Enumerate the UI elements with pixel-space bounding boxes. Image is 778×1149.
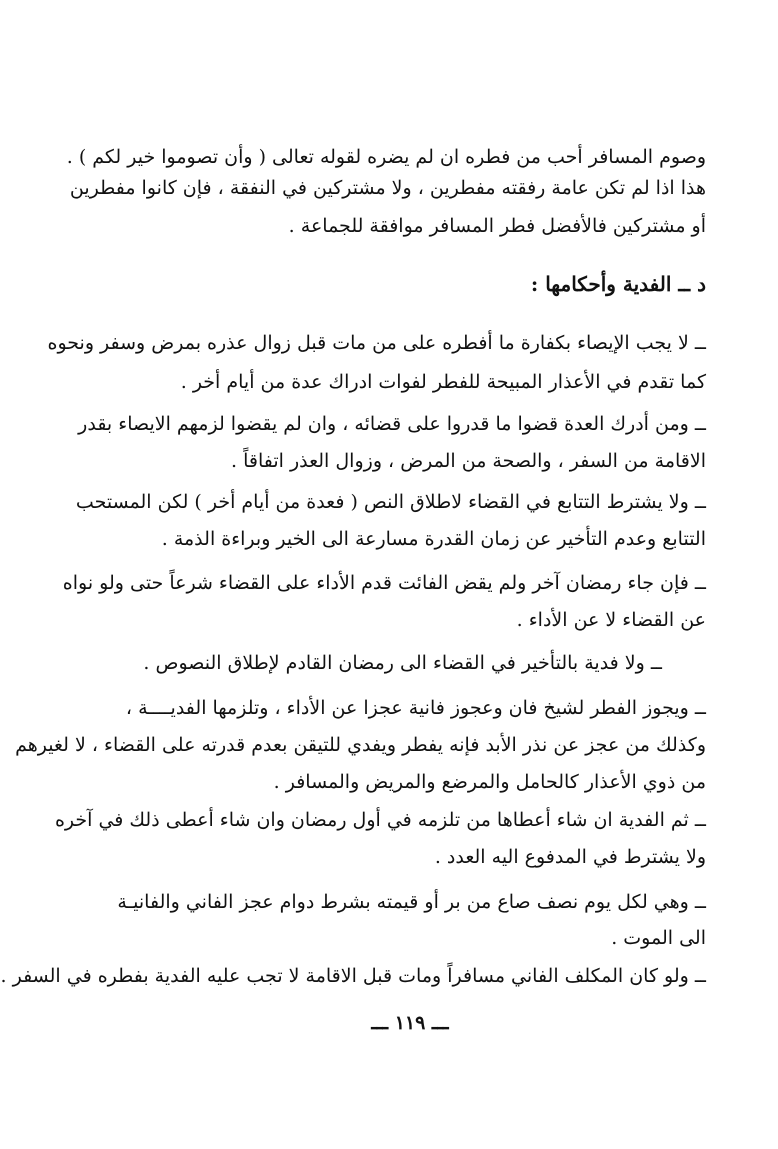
text-line-21: ــ ولو كان المكلف الفاني مسافراً ومات قبل الاقامة لا تجب عليه الفدية بفطره في السفر .	[0, 965, 706, 987]
text-line-3: أو مشتركين فالأفضل فطر المسافر موافقة للجماعة .	[288, 215, 706, 237]
text-line-17: ــ ثم الفدية ان شاء أعطاها من تلزمه في أول رمضان وان شاء أعطى ذلك في آخره	[54, 809, 706, 831]
text-line-18: ولا يشترط في المدفوع اليه العدد .	[434, 846, 706, 868]
text-line-20: الى الموت .	[611, 927, 706, 949]
text-line-19: ــ وهي لكل يوم نصف صاع من بر أو قيمته بشرط دوام عجز الفاني والفانيـة	[117, 891, 706, 913]
text-line-16: من ذوي الأعذار كالحامل والمرضع والمريض والمسافر .	[273, 771, 706, 793]
text-line-15: وكذلك من عجز عن نذر الأبد فإنه يفطر ويفدي للتيقن بعدم قدرته على القضاء ، لا لغيرهم	[15, 734, 706, 756]
text-line-1: وصوم المسافر أحب من فطره ان لم يضره لقوله تعالى ( وأن تصوموا خير لكم ) .	[66, 146, 706, 168]
text-line-12: عن القضاء لا عن الأداء .	[516, 609, 706, 631]
text-line-11: ــ فإن جاء رمضان آخر ولم يقض الفائت قدم الأداء على القضاء شرعاً حتى ولو نواه	[62, 572, 706, 594]
text-line-10: التتابع وعدم التأخير عن زمان القدرة مسارعة الى الخير وبراءة الذمة .	[161, 528, 706, 550]
section-heading: د ــ الفدية وأحكامها :	[530, 272, 706, 296]
text-line-13: ــ ولا فدية بالتأخير في القضاء الى رمضان القادم لإطلاق النصوص .	[143, 652, 662, 674]
text-line-14: ــ ويجوز الفطر لشيخ فان وعجوز فانية عجزا عن الأداء ، وتلزمها الفديــــة ،	[125, 697, 706, 719]
text-line-7: ــ ومن أدرك العدة قضوا ما قدروا على قضائه ، وان لم يقضوا لزمهم الايصاء بقدر	[78, 413, 706, 435]
text-line-9: ــ ولا يشترط التتابع في القضاء لاطلاق النص ( فعدة من أيام أخر ) لكن المستحب	[75, 491, 706, 513]
text-line-6: كما تقدم في الأعذار المبيحة للفطر لفوات ادراك عدة من أيام أخر .	[180, 371, 706, 393]
text-line-2: هذا اذا لم تكن عامة رفقته مفطرين ، ولا مشتركين في النفقة ، فإن كانوا مفطرين	[69, 177, 706, 199]
page-number: ـــ ١١٩ ـــ	[371, 1012, 449, 1034]
text-line-8: الاقامة من السفر ، والصحة من المرض ، وزوال العذر اتفاقاً .	[231, 450, 706, 472]
text-line-5: ــ لا يجب الإيصاء بكفارة ما أفطره على من مات قبل زوال عذره بمرض وسفر ونحوه	[47, 332, 706, 354]
